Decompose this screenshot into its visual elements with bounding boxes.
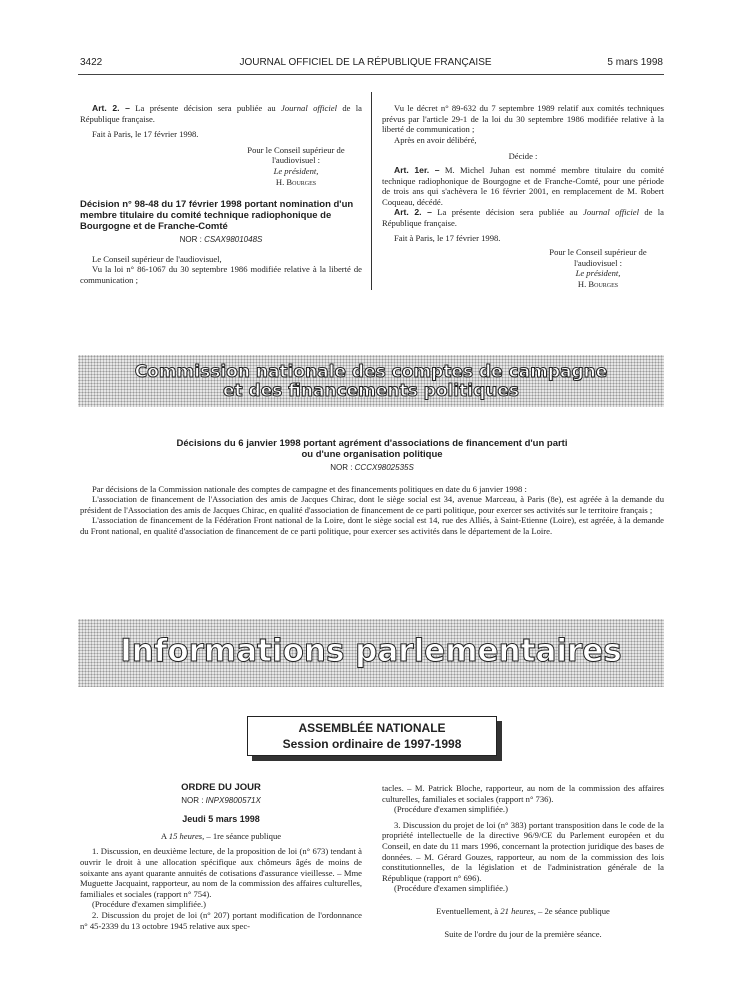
date-line: Fait à Paris, le 17 février 1998.: [92, 129, 199, 140]
procedure-note: (Procédure d'examen simplifiée.): [92, 899, 206, 910]
banner-title: Informations parlementaires: [120, 633, 622, 669]
paragraph: Vu le décret n° 89-632 du 7 septembre 1989 relatif aux comités techniques prévus par l'article 29-1 de la loi du 30 septembre 1986 modifiée relative à la liberté de communication ;: [382, 103, 664, 135]
article-2-paragraph: Art. 2. – La présente décision sera publiée au Journal officiel de la République française.: [382, 207, 664, 228]
ordre-right-column: [382, 783, 664, 939]
journal-reference: Journal officiel: [281, 103, 337, 113]
nor-reference: NOR : INPX9800571X: [181, 795, 261, 805]
banner-line-1: Commission nationale des comptes de campagne: [134, 362, 608, 382]
signature-role: Le président,: [273, 165, 319, 176]
assemblee-title: ASSEMBLÉE NATIONALE: [298, 721, 446, 735]
signature-role: Le président,: [575, 268, 621, 279]
session-date: Jeudi 5 mars 1998: [182, 814, 260, 825]
agenda-item-continued: tacles. – M. Patrick Bloche, rapporteur, au nom de la commission des affaires culturelles, familiales et sociales (rapport n° 736).: [382, 783, 664, 804]
paragraph: Vu la loi n° 86-1067 du 30 septembre 1986 modifiée relative à la liberté de communication ;: [80, 264, 362, 285]
procedure-note: (Procédure d'examen simplifiée.): [394, 804, 508, 815]
article-label: Art. 1er. –: [394, 164, 440, 175]
article-label: Art. 2. –: [394, 207, 432, 218]
signature-line: Pour le Conseil supérieur de l'audiovisuel :: [549, 247, 647, 268]
section-title: Décisions du 6 janvier 1998 portant agrément d'associations de financement d'un parti: [176, 438, 568, 449]
signature-name: H. Bourges: [275, 176, 317, 187]
signature-line: Pour le Conseil supérieur de l'audiovisuel :: [247, 144, 345, 166]
section-title: ou d'une organisation politique: [301, 449, 443, 460]
article-1-paragraph: Art. 1er. – M. Michel Juhan est nommé membre titulaire du comité technique radiophonique de Bourgogne et de Franche-Comté, pour une période de trois ans qui s'achèvera le 16 février 2001, en remplacement de M. Robert Coqueau, décédé.: [382, 164, 664, 207]
right-top-column: [382, 103, 664, 290]
informations-banner: [78, 619, 664, 687]
nor-reference: NOR : CCCX9802535S: [330, 463, 414, 472]
procedure-note: (Procédure d'examen simplifiée.): [394, 883, 508, 894]
agenda-item: 3. Discussion du projet de loi (n° 383) portant transposition dans le code de la propriété intellectuelle de la directive 96/9/CE du Parlement européen et du Conseil, en date du 11 mars 1996, concernant la protection juridique des bases de données. – M. Gérard Gouzes, rapporteur, au nom de la commission des lois constitutionnelles, de la législation et de l'administration générale de la République (rapport n° 696).: [382, 819, 664, 883]
journal-reference: Journal officiel: [583, 207, 639, 218]
decisions-section: [80, 438, 664, 537]
nor-reference: NOR : CSAX9801048S: [179, 235, 263, 245]
decision-title: Décision n° 98-48 du 17 février 1998 portant nomination d'un membre titulaire du comité technique radiophonique de Bourgogne et de Franche-Comté: [80, 199, 354, 233]
article-2-paragraph: Art. 2. – La présente décision sera publiée au Journal officiel de la République française.: [80, 103, 362, 124]
banner-line-2: et des financements politiques: [222, 381, 520, 401]
journal-title: JOURNAL OFFICIEL DE LA RÉPUBLIQUE FRANÇAISE: [239, 57, 492, 68]
seance-heading: A 15 heures, – 1re séance publique: [160, 830, 282, 841]
agenda-item: 2. Discussion du projet de loi (n° 207) portant modification de l'ordonnance n° 45-2339 du 13 octobre 1945 relative aux spec-: [80, 909, 362, 931]
assemblee-box: [247, 716, 497, 756]
ordre-left-column: [80, 783, 362, 931]
left-top-column: [80, 103, 362, 286]
article-label: Art. 2. –: [92, 103, 130, 113]
paragraph: L'association de financement de l'Association des amis de Jacques Chirac, dont le siège social est 34, avenue Marceau, à Paris (8e), est agréée à la demande du président de l'Association des amis de Jacques Chirac, en qualité d'association de financement de ce parti politique, pour exercer ses activités sur le territoire français ;: [80, 494, 664, 515]
paragraph: Le Conseil supérieur de l'audiovisuel,: [92, 253, 222, 264]
signature-name: H. Bourges: [577, 278, 619, 289]
issue-date: 5 mars 1998: [607, 57, 663, 68]
page-number: 3422: [80, 57, 103, 68]
paragraph: Par décisions de la Commission nationale des comptes de campagne et des financements politiques en date du 6 janvier 1998 :: [92, 483, 527, 494]
paragraph: L'association de financement de la Fédération Front national de la Loire, dont le siège social est 14, rue des Alliés, à Saint-Etienne (Loire), est agréée, à la demande du Front national, en qualité d'association de financement de ce parti politique, pour exercer ses activités dans le département de la Loire.: [80, 515, 664, 536]
seance-heading: Eventuellement, à 21 heures, – 2e séance publique: [436, 905, 610, 916]
header-rule: [78, 74, 664, 75]
suite-line: Suite de l'ordre du jour de la première séance.: [444, 928, 602, 939]
session-title: Session ordinaire de 1997-1998: [282, 737, 462, 751]
commission-banner: [78, 355, 664, 407]
decide-heading: Décide :: [508, 151, 538, 162]
date-line: Fait à Paris, le 17 février 1998.: [394, 232, 501, 243]
agenda-item: 1. Discussion, en deuxième lecture, de la proposition de loi (n° 673) tendant à ouvrir le droit à une allocation spécifique aux chômeurs âgés de moins de soixante ans ayant quarante annuités de cotisations d'assurance vieillesse. – Mme Muguette Jacquaint, rapporteur, au nom de la commission des affaires culturelles, familiales et sociales (rapport n° 754).: [80, 846, 362, 899]
ordre-title: ORDRE DU JOUR: [181, 782, 261, 793]
paragraph: Après en avoir délibéré,: [394, 134, 477, 145]
column-divider: [371, 92, 372, 290]
